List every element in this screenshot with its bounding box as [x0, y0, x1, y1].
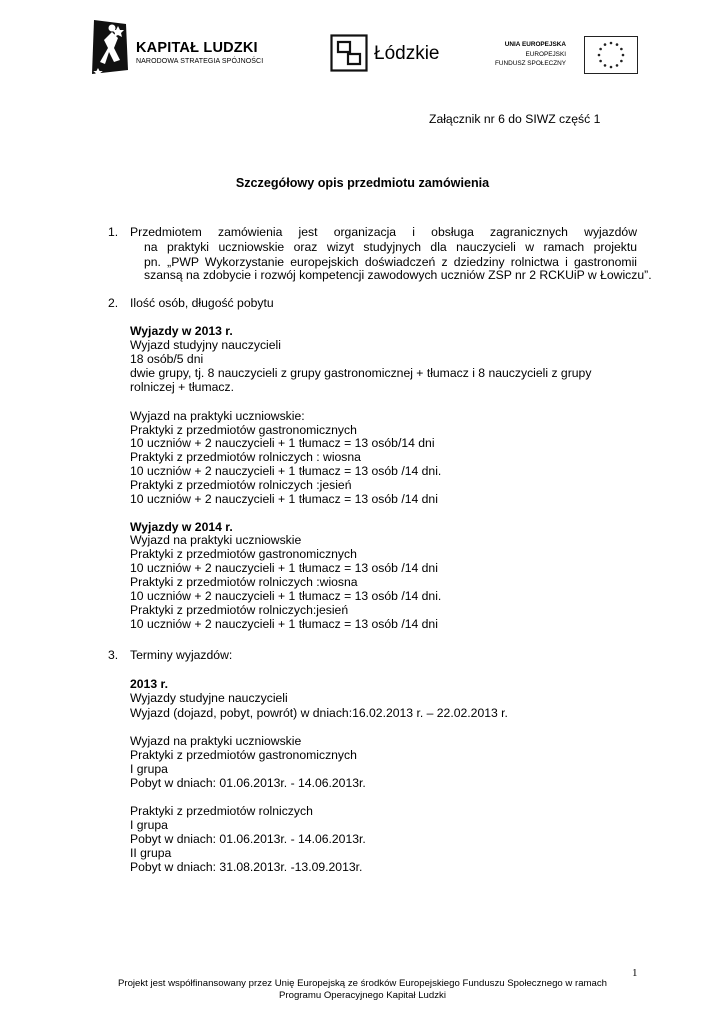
list-item: Pobyt w dniach: 01.06.2013r. - 14.06.2013r. — [130, 776, 366, 790]
list-item: 10 uczniów + 2 nauczycieli + 1 tłumacz = 13 osób /14 dni. — [130, 589, 442, 603]
eu-line-2: EUROPEJSKI — [525, 50, 566, 58]
attachment-label: Załącznik nr 6 do SIWZ część 1 — [429, 112, 601, 126]
list-item: 10 uczniów + 2 nauczycieli + 1 tłumacz = 13 osób /14 dni. — [130, 464, 442, 478]
section-1-line-2: na praktyki uczniowskie oraz wizyt studyjnych dla nauczycieli w ramach projektu — [144, 240, 637, 254]
eu-line-1: UNIA EUROPEJSKA — [504, 41, 566, 48]
list-item: Praktyki z przedmiotów gastronomicznych — [130, 423, 357, 437]
list-item: 10 uczniów + 2 nauczycieli + 1 tłumacz = 13 osób /14 dni — [130, 617, 438, 631]
list-item: Praktyki z przedmiotów rolniczych :wiosna — [130, 575, 358, 589]
list-item: 10 uczniów + 2 nauczycieli + 1 tłumacz = 13 osób /14 dni — [130, 561, 438, 575]
list-item: Praktyki z przedmiotów rolniczych : wiosna — [130, 450, 361, 464]
list-item: 18 osób/5 dni — [130, 352, 204, 366]
page-number: 1 — [632, 967, 638, 979]
section-3-heading: Terminy wyjazdów: — [130, 648, 233, 662]
list-item: Praktyki z przedmiotów rolniczych — [130, 804, 313, 818]
list-item: Wyjazd na praktyki uczniowskie: — [130, 409, 305, 423]
section-1-line-4: szansą na zdobycie i rozwój kompetencji zawodowych uczniów ZSP nr 2 RCKUiP w Łowiczu”. — [144, 268, 652, 282]
footer-line-1: Projekt jest współfinansowany przez Unię Europejską ze środków Europejskiego Funduszu Społecznego w ramach — [117, 978, 607, 989]
section-1-line-3: pn. „PWP Wykorzystanie europejskich doświadczeń z dziedziny rolnictwa i gastronomii — [144, 255, 637, 269]
list-item: II grupa — [130, 846, 172, 860]
kapital-ludzki-title: KAPITAŁ LUDZKI — [136, 40, 258, 56]
footer — [0, 978, 725, 1002]
list-item: Wyjazd na praktyki uczniowskie — [130, 533, 302, 547]
list-item: I grupa — [130, 762, 168, 776]
year-2014-heading: Wyjazdy w 2014 r. — [130, 520, 233, 534]
list-item: Wyjazd na praktyki uczniowskie — [130, 734, 302, 748]
list-item: 10 uczniów + 2 nauczycieli + 1 tłumacz = 13 osób /14 dni — [130, 492, 438, 506]
document-title: Szczegółowy opis przedmiotu zamówienia — [235, 176, 490, 190]
list-item: Praktyki z przedmiotów rolniczych:jesień — [130, 603, 349, 617]
list-item: Praktyki z przedmiotów rolniczych :jesień — [130, 478, 352, 492]
section-1-number: 1. — [108, 225, 119, 239]
footer-line-2: Programu Operacyjnego Kapitał Ludzki — [279, 990, 446, 1001]
list-item: Pobyt w dniach: 01.06.2013r. - 14.06.2013r. — [130, 832, 366, 846]
list-item: Praktyki z przedmiotów gastronomicznych — [130, 748, 357, 762]
list-item: Praktyki z przedmiotów gastronomicznych — [130, 547, 357, 561]
list-item: Pobyt w dniach: 31.08.2013r. -13.09.2013r. — [130, 860, 363, 874]
kapital-ludzki-subtitle: NARODOWA STRATEGIA SPÓJNOŚCI — [136, 58, 264, 65]
list-item: rolniczej + tłumacz. — [130, 380, 234, 394]
list-item: I grupa — [130, 818, 168, 832]
list-item: Wyjazdy studyjne nauczycieli — [130, 691, 288, 705]
list-item: 10 uczniów + 2 nauczycieli + 1 tłumacz = 13 osób/14 dni — [130, 436, 435, 450]
section-2-number: 2. — [108, 296, 119, 310]
section-1-line-1: Przedmiotem zamówienia jest organizacja i obsługa zagranicznych wyjazdów — [130, 225, 637, 239]
section-2-heading: Ilość osób, długość pobytu — [130, 296, 274, 310]
list-item: dwie grupy, tj. 8 nauczycieli z grupy gastronomicznej + tłumacz i 8 nauczycieli z grupy — [130, 366, 592, 380]
year-2013-heading: Wyjazdy w 2013 r. — [130, 324, 233, 338]
list-item: Wyjazd (dojazd, pobyt, powrót) w dniach:16.02.2013 r. – 22.02.2013 r. — [130, 706, 508, 720]
section-3-number: 3. — [108, 648, 119, 662]
year-2013-subheading: 2013 r. — [130, 677, 168, 691]
list-item: Wyjazd studyjny nauczycieli — [130, 338, 281, 352]
lodzkie-logo-text: Łódzkie — [374, 43, 440, 64]
eu-line-3: FUNDUSZ SPOŁECZNY — [494, 60, 566, 68]
